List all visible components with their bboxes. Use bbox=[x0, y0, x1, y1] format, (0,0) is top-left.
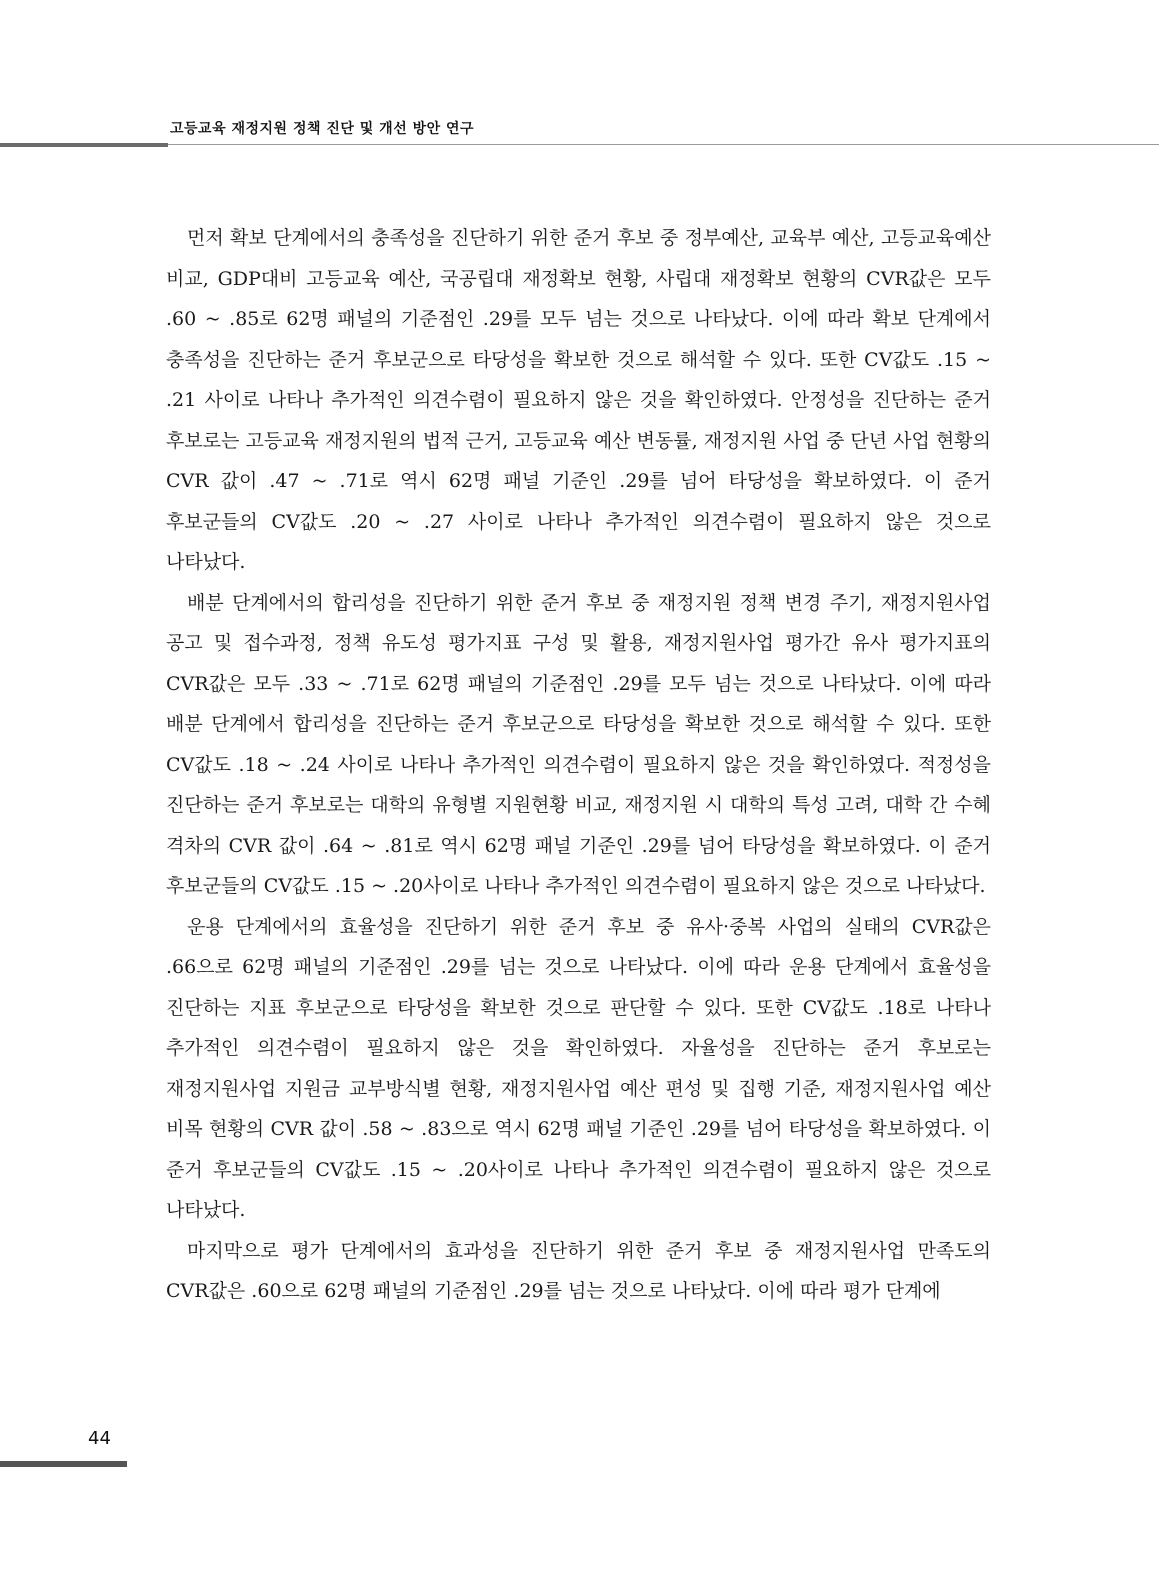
paragraph-evaluation-stage: 마지막으로 평가 단계에서의 효과성을 진단하기 위한 준거 후보 중 재정지원사업 만족도의 CVR값은 .60으로 62명 패널의 기준점인 .29를 넘는 것으로 나타났다. 이에 따라 평가 단계에 bbox=[166, 1239, 991, 1302]
footer-rule bbox=[0, 1461, 127, 1467]
body-text bbox=[166, 218, 991, 1312]
header-rule-accent bbox=[0, 143, 168, 147]
running-header-title: 고등교육 재정지원 정책 진단 및 개선 방안 연구 bbox=[170, 121, 475, 137]
header-rule bbox=[168, 144, 1159, 145]
paragraph-securing-stage: 먼저 확보 단계에서의 충족성을 진단하기 위한 준거 후보 중 정부예산, 교육부 예산, 고등교육예산 비교, GDP대비 고등교육 예산, 국공립대 재정확보 현황, 사립대 재정확보 현황의 CVR값은 모두 .60 ~ .85로 62명 패널의 기준점인 .29를 모두 넘는 것으로 나타났다. 이에 따라 확보 단계에서 충족성을 진단하는 준거 후보군으로 타당성을 확보한 것으로 해석할 수 있다. 또한 CV값도 .15 ~ .21 사이로 나타나 추가적인 의견수렴이 필요하지 않은 것을 확인하였다. 안정성을 진단하는 준거 후보로는 고등교육 재정지원의 법적 근거, 고등교육 예산 변동률, 재정지원 사업 중 단년 사업 현황의 CVR 값이 .47 ~ .71로 역시 62명 패널 기준인 .29를 넘어 타당성을 확보하였다. 이 준거 후보군들의 CV값도 .20 ~ .27 사이로 나타나 추가적인 의견수렴이 필요하지 않은 것으로 나타났다. bbox=[166, 227, 991, 573]
page-number: 44 bbox=[88, 1428, 111, 1449]
paragraph-allocation-stage: 배분 단계에서의 합리성을 진단하기 위한 준거 후보 중 재정지원 정책 변경 주기, 재정지원사업 공고 및 접수과정, 정책 유도성 평가지표 구성 및 활용, 재정지원사업 평가간 유사 평가지표의 CVR값은 모두 .33 ~ .71로 62명 패널의 기준점인 .29를 모두 넘는 것으로 나타났다. 이에 따라 배분 단계에서 합리성을 진단하는 준거 후보군으로 타당성을 확보한 것으로 해석할 수 있다. 또한 CV값도 .18 ~ .24 사이로 나타나 추가적인 의견수렴이 필요하지 않은 것을 확인하였다. 적정성을 진단하는 준거 후보로는 대학의 유형별 지원현황 비교, 재정지원 시 대학의 특성 고려, 대학 간 수혜 격차의 CVR 값이 .64 ~ .81로 역시 62명 패널 기준인 .29를 넘어 타당성을 확보하였다. 이 준거 후보군들의 CV값도 .15 ~ .20사이로 나타나 추가적인 의견수렴이 필요하지 않은 것으로 나타났다. bbox=[166, 591, 991, 897]
paragraph-operation-stage: 운용 단계에서의 효율성을 진단하기 위한 준거 후보 중 유사·중복 사업의 실태의 CVR값은 .66으로 62명 패널의 기준점인 .29를 넘는 것으로 나타났다. 이에 따라 운용 단계에서 효율성을 진단하는 지표 후보군으로 타당성을 확보한 것으로 판단할 수 있다. 또한 CV값도 .18로 나타나 추가적인 의견수렴이 필요하지 않은 것을 확인하였다. 자율성을 진단하는 준거 후보로는 재정지원사업 지원금 교부방식별 현황, 재정지원사업 예산 편성 및 집행 기준, 재정지원사업 예산 비목 현황의 CVR 값이 .58 ~ .83으로 역시 62명 패널 기준인 .29를 넘어 타당성을 확보하였다. 이 준거 후보군들의 CV값도 .15 ~ .20사이로 나타나 추가적인 의견수렴이 필요하지 않은 것으로 나타났다. bbox=[166, 915, 991, 1221]
